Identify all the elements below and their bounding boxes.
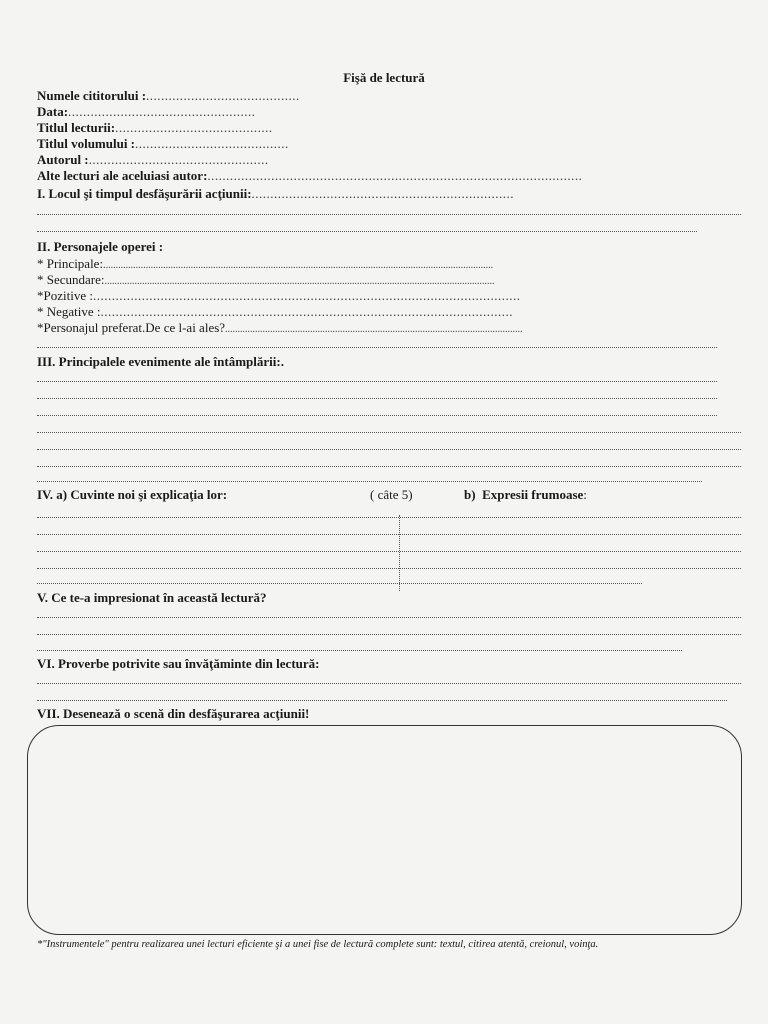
field-negative — [37, 304, 742, 320]
answer-line[interactable] — [37, 466, 741, 467]
field-label: Titlul lecturii: — [37, 120, 116, 135]
answer-line[interactable] — [37, 683, 741, 684]
field-fill[interactable]: ......................................... — [135, 136, 289, 151]
section-4b-text: Expresii frumoase — [482, 487, 584, 502]
answer-line[interactable] — [37, 517, 741, 518]
answer-line[interactable] — [37, 449, 741, 450]
field-fill[interactable]: .................................................................................................................. — [92, 288, 521, 303]
field-label: * Negative : — [37, 304, 101, 319]
section-label: V. Ce te-a impresionat în această lectură? — [37, 590, 267, 605]
drawing-area[interactable] — [27, 725, 742, 935]
answer-line[interactable] — [37, 432, 741, 433]
column-divider — [399, 515, 400, 591]
field-fill[interactable]: .............................................................................................................. — [100, 304, 514, 319]
field-reading-title — [37, 120, 742, 136]
field-label: *Personajul preferat.De ce l-ai ales? — [37, 320, 226, 335]
field-author — [37, 152, 742, 168]
field-label: Autorul : — [37, 152, 89, 167]
section-label: VII. Desenează o scenă din desfăşurarea acţiunii! — [37, 706, 310, 721]
section-6-heading — [37, 656, 742, 672]
field-fill[interactable]: ............................................................................................................................................................ — [104, 276, 495, 287]
section-label: III. Principalele evenimente ale întâmplării:. — [37, 354, 284, 369]
field-label: Data: — [37, 104, 69, 119]
footnote: *"Instrumentele" pentru realizarea unei lecturi eficiente şi a unei fise de lectură complete sunt: textul, citirea atentă, creionul, voinţa. — [37, 939, 599, 950]
field-other-readings — [37, 168, 742, 184]
section-4-heading — [37, 487, 741, 505]
section-4b-colon: : — [583, 487, 587, 502]
field-preferat — [37, 320, 742, 336]
answer-line[interactable] — [37, 617, 741, 618]
section-4b-label — [464, 487, 587, 503]
field-label: * Principale: — [37, 256, 104, 271]
page-title: Fişă de lectură — [343, 70, 425, 85]
field-fill[interactable]: .................................................................................................... — [207, 168, 583, 183]
answer-line[interactable] — [37, 231, 697, 232]
answer-line[interactable] — [37, 415, 717, 416]
field-fill[interactable]: .......................................... — [115, 120, 273, 135]
field-label: Titlul volumului : — [37, 136, 136, 151]
answer-line[interactable] — [37, 583, 642, 584]
answer-line[interactable] — [37, 700, 727, 701]
field-volume-title — [37, 136, 742, 152]
answer-line[interactable] — [37, 634, 741, 635]
answer-line[interactable] — [37, 214, 741, 215]
answer-line[interactable] — [37, 381, 717, 382]
field-fill[interactable]: ............................................................................................................................................................ — [103, 260, 494, 271]
field-secundare — [37, 272, 742, 288]
answer-line[interactable] — [37, 568, 741, 569]
field-label: * Secundare: — [37, 272, 105, 287]
answer-line[interactable] — [37, 398, 717, 399]
field-principale — [37, 256, 742, 272]
answer-line[interactable] — [37, 534, 741, 535]
answer-line[interactable] — [37, 551, 741, 552]
field-reader-name — [37, 88, 742, 104]
section-label: VI. Proverbe potrivite sau învăţăminte din lectură: — [37, 656, 320, 671]
field-label: Numele cititorului : — [37, 88, 147, 103]
field-fill[interactable]: ......................................... — [146, 88, 300, 103]
section-5-heading — [37, 590, 742, 606]
section-2-heading — [37, 239, 742, 255]
answer-line[interactable] — [37, 347, 717, 348]
section-4-count: ( câte 5) — [370, 487, 413, 502]
answer-line[interactable] — [37, 650, 682, 651]
field-date — [37, 104, 742, 120]
section-1-heading — [37, 186, 742, 202]
field-fill[interactable]: ....................................................................................................................... — [225, 324, 523, 335]
field-fill[interactable]: ................................................ — [88, 152, 269, 167]
section-7-heading — [37, 706, 742, 722]
section-label: II. Personajele operei : — [37, 239, 164, 254]
field-label: Alte lecturi ale aceluiasi autor: — [37, 168, 208, 183]
section-fill[interactable]: ...................................................................... — [251, 186, 515, 201]
field-label: *Pozitive : — [37, 288, 93, 303]
field-pozitive — [37, 288, 742, 304]
section-4b-prefix: b) — [464, 487, 476, 502]
answer-line[interactable] — [37, 481, 702, 482]
section-4a-label: IV. a) Cuvinte noi şi explicaţia lor: — [37, 487, 228, 502]
section-label: I. Locul şi timpul desfăşurării acţiunii: — [37, 186, 252, 201]
field-fill[interactable]: .................................................. — [68, 104, 256, 119]
section-3-heading — [37, 354, 742, 370]
